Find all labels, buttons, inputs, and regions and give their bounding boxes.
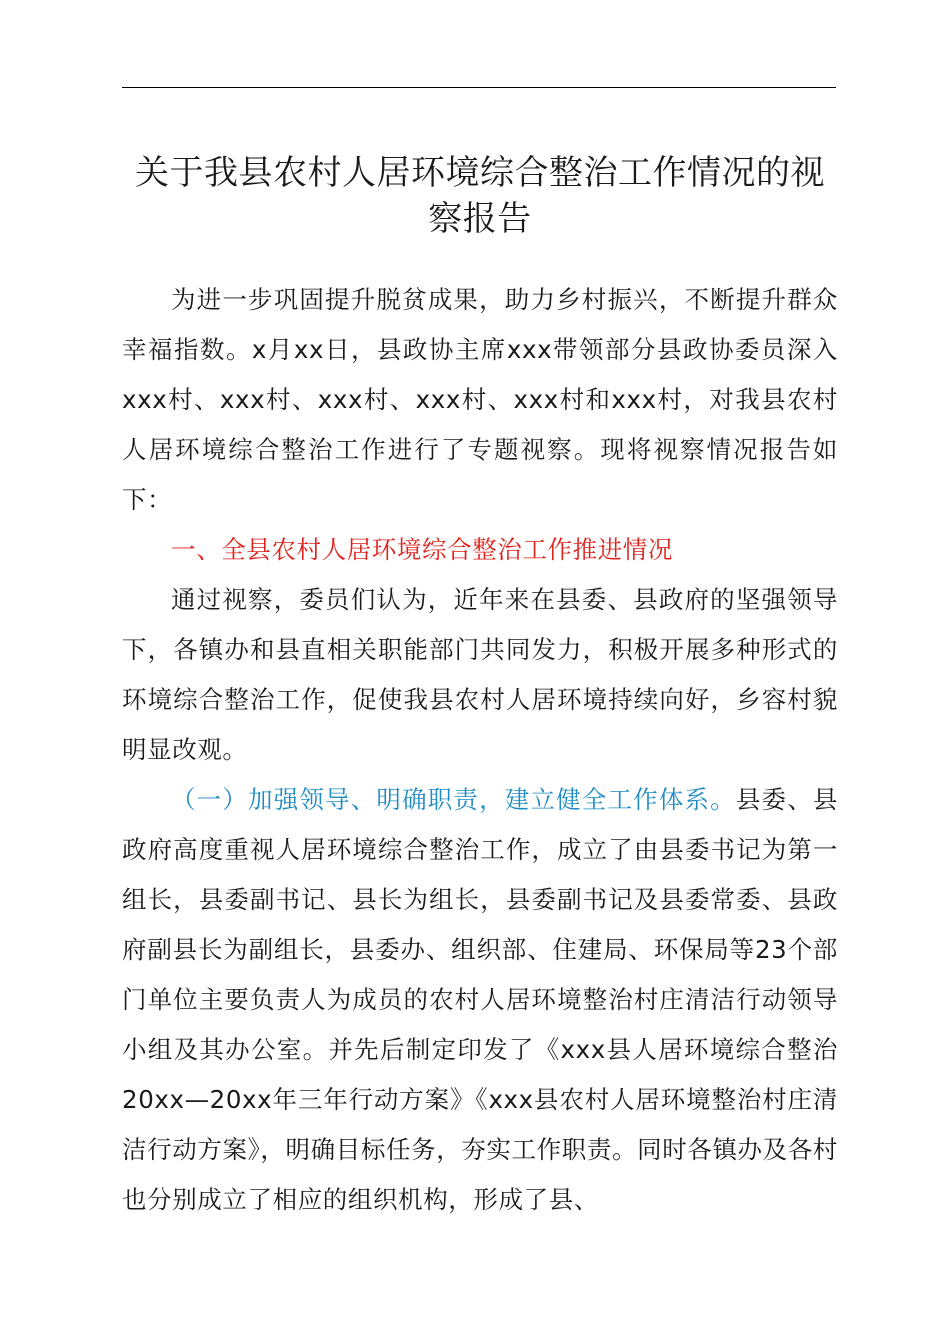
- section-1-paragraph: 通过视察，委员们认为，近年来在县委、县政府的坚强领导下，各镇办和县直相关职能部门共同发力，积极开展多种形式的环境综合整治工作，促使我县农村人居环境持续向好，乡容村貌明显改观。: [122, 585, 838, 764]
- header-rule: [122, 87, 836, 88]
- subsection-1-paragraph: [122, 775, 838, 1225]
- subsection-1-heading: （一）加强领导、明确职责，建立健全工作体系。: [171, 785, 736, 814]
- intro-paragraph: 为进一步巩固提升脱贫成果，助力乡村振兴，不断提升群众幸福指数。x月xx日，县政协主席xxx带领部分县政协委员深入xxx村、xxx村、xxx村、xxx村、xxx村和xxx村，对我县农村人居环境综合整治工作进行了专题视察。现将视察情况报告如下：: [122, 285, 838, 514]
- title-line-1: 关于我县农村人居环境综合整治工作情况的视: [135, 153, 825, 193]
- document-title: [110, 150, 850, 242]
- subsection-1-text: 县委、县政府高度重视人居环境综合整治工作，成立了由县委书记为第一组长，县委副书记、县长为组长，县委副书记及县委常委、县政府副县长为副组长，县委办、组织部、住建局、环保局等23个部门单位主要负责人为成员的农村人居环境整治村庄清洁行动领导小组及其办公室。并先后制定印发了《xxx县人居环境综合整治20xx—20xx年三年行动方案》《xxx县农村人居环境整治村庄清洁行动方案》，明确目标任务，夯实工作职责。同时各镇办及各村也分别成立了相应的组织机构，形成了县、: [122, 785, 839, 1214]
- document-body: [122, 275, 838, 1225]
- section-1-heading: 一、全县农村人居环境综合整治工作推进情况: [171, 535, 673, 564]
- title-line-2: 察报告: [428, 199, 532, 239]
